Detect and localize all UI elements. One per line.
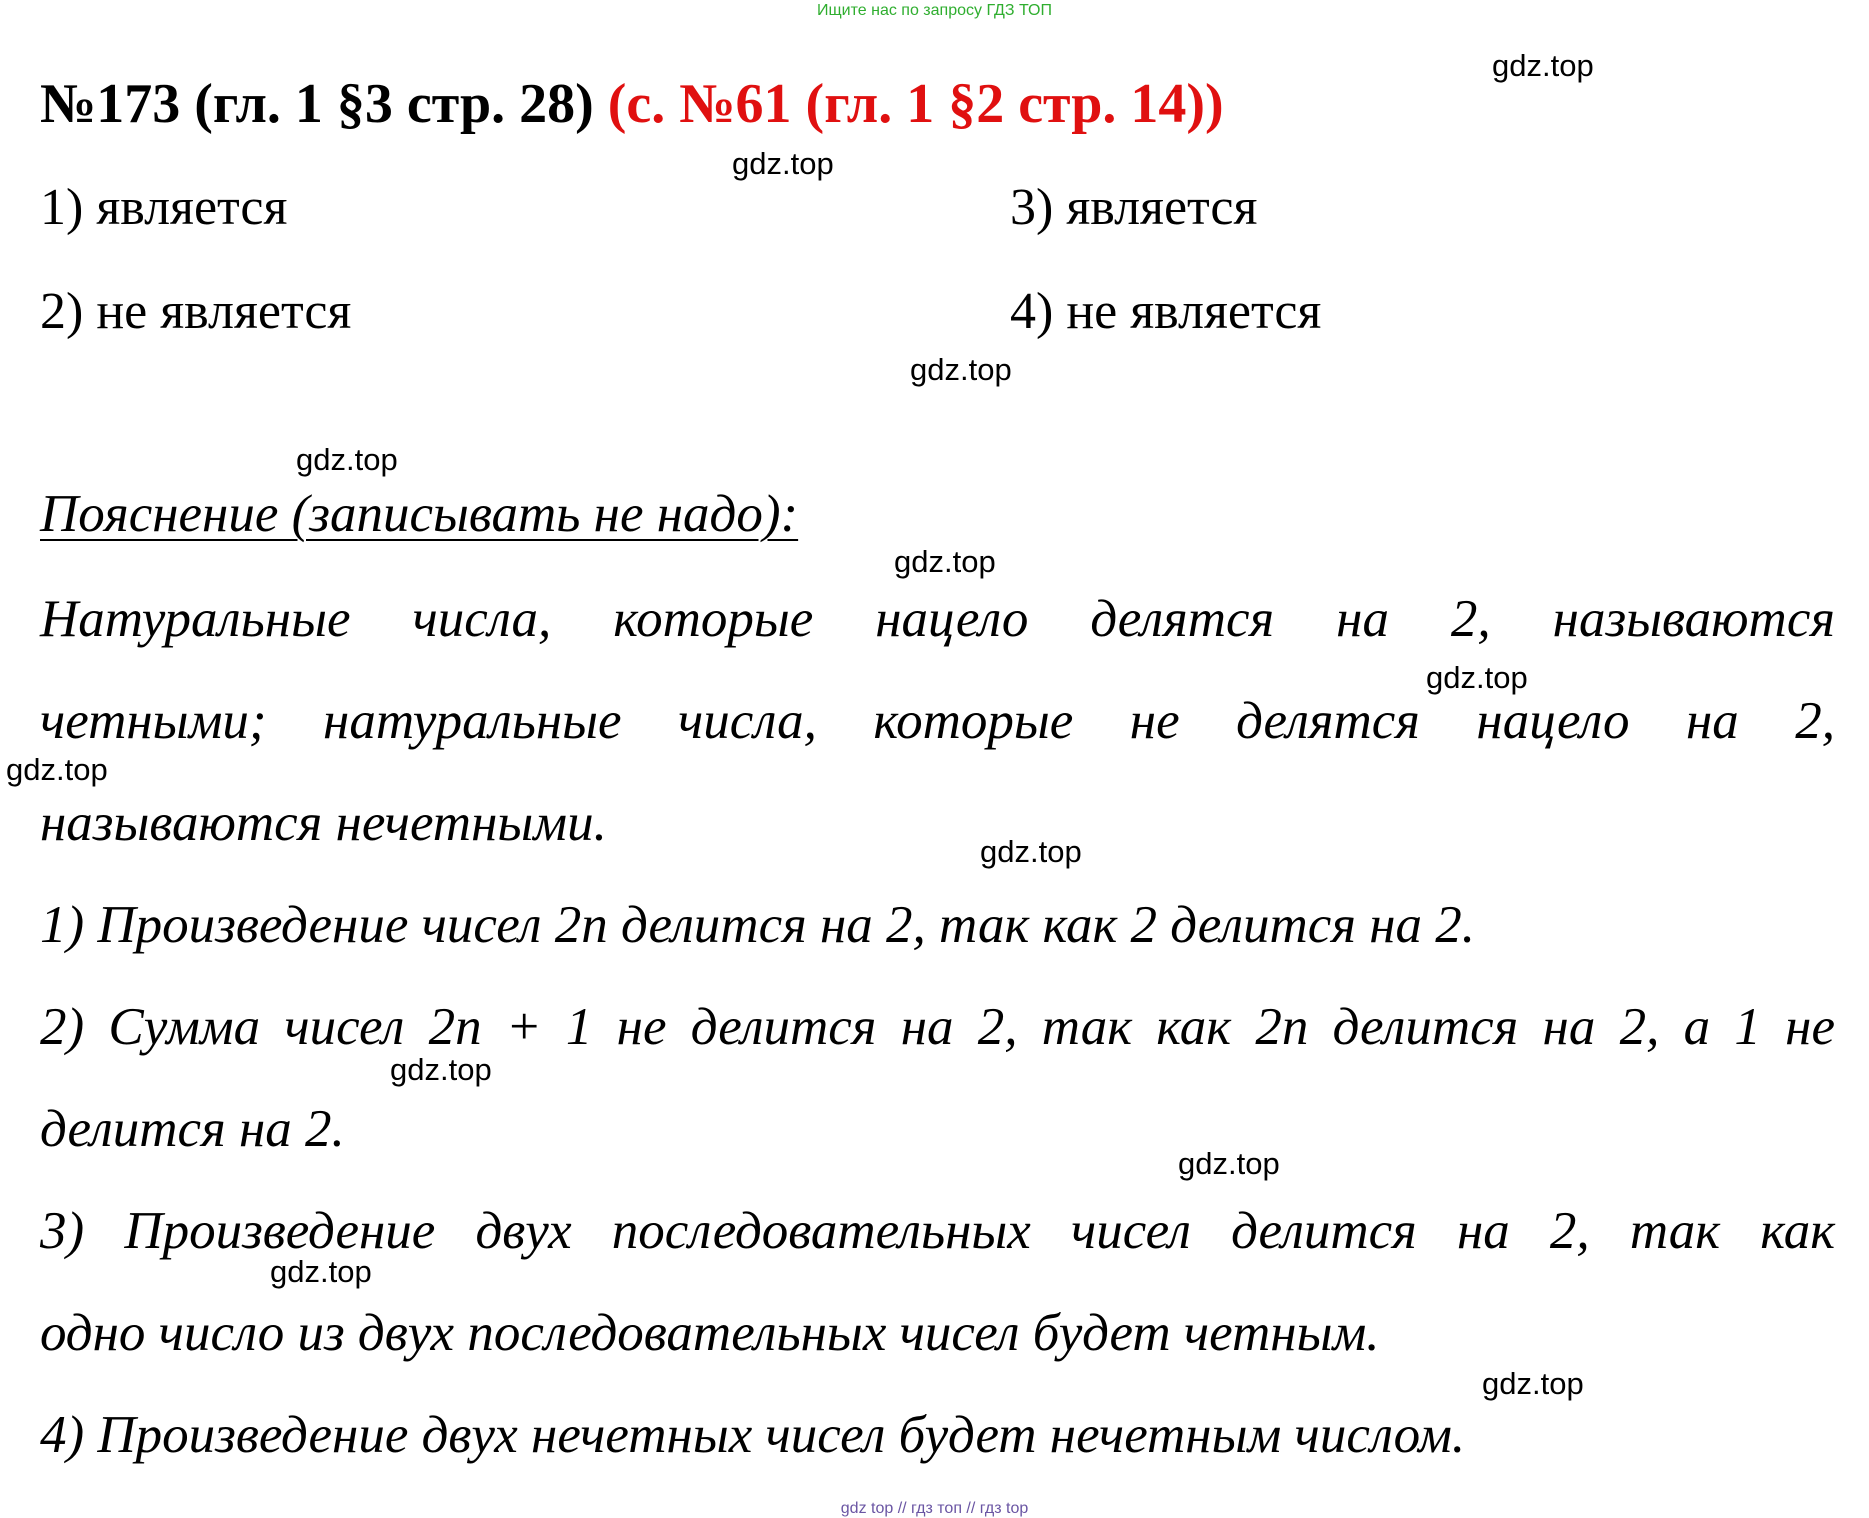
watermark: gdz.top	[732, 146, 834, 181]
definition-paragraph	[40, 568, 1835, 874]
watermark: gdz.top	[910, 352, 1012, 387]
watermark: gdz.top	[296, 442, 398, 477]
answer-2: 2) не является	[40, 283, 352, 340]
bottom-banner: gdz top // гдз топ // гдз top	[840, 1500, 1029, 1517]
answer-4: 4) не является	[1010, 283, 1322, 340]
answer-1: 1) является	[40, 179, 288, 236]
explanation-2	[40, 976, 1835, 1180]
definition-line: называются нечетными.	[40, 794, 607, 852]
explanation-line: 4) Произведение двух нечетных чисел будет нечетным числом.	[40, 1406, 1466, 1464]
explanation-line: одно число из двух последовательных чисел будет четным.	[40, 1304, 1380, 1362]
watermark: gdz.top	[390, 1052, 492, 1087]
top-banner: Ищите нас по запросу ГДЗ ТОП	[817, 2, 1052, 19]
explanation-line: 1) Произведение чисел 2n делится на 2, так как 2 делится на 2.	[40, 896, 1476, 954]
watermark: gdz.top	[1426, 660, 1528, 695]
watermark: gdz.top	[1178, 1146, 1280, 1181]
explanation-line: 2) Сумма чисел 2n + 1 не делится на 2, так как 2n делится на 2, а 1 не	[40, 998, 1835, 1056]
watermark: gdz.top	[1492, 48, 1594, 83]
definition-line: четными; натуральные числа, которые не делятся нацело на 2,	[40, 692, 1835, 750]
explanation-line: делится на 2.	[40, 1100, 345, 1158]
explanation-1	[40, 874, 1835, 976]
explanation-line: 3) Произведение двух последовательных чисел делится на 2, так как	[40, 1202, 1835, 1260]
explanation-heading: Пояснение (записывать не надо):	[40, 485, 799, 543]
answer-3: 3) является	[1010, 179, 1258, 236]
title-reference: (с. №61 (гл. 1 §2 стр. 14))	[607, 73, 1224, 135]
watermark: gdz.top	[1482, 1366, 1584, 1401]
watermark: gdz.top	[980, 834, 1082, 869]
watermark: gdz.top	[270, 1254, 372, 1289]
watermark: gdz.top	[894, 544, 996, 579]
watermark: gdz.top	[6, 752, 108, 787]
definition-line: Натуральные числа, которые нацело делятся на 2, называются	[40, 590, 1835, 648]
title-main: №173 (гл. 1 §3 стр. 28)	[40, 73, 594, 135]
problem-title	[40, 72, 1224, 136]
